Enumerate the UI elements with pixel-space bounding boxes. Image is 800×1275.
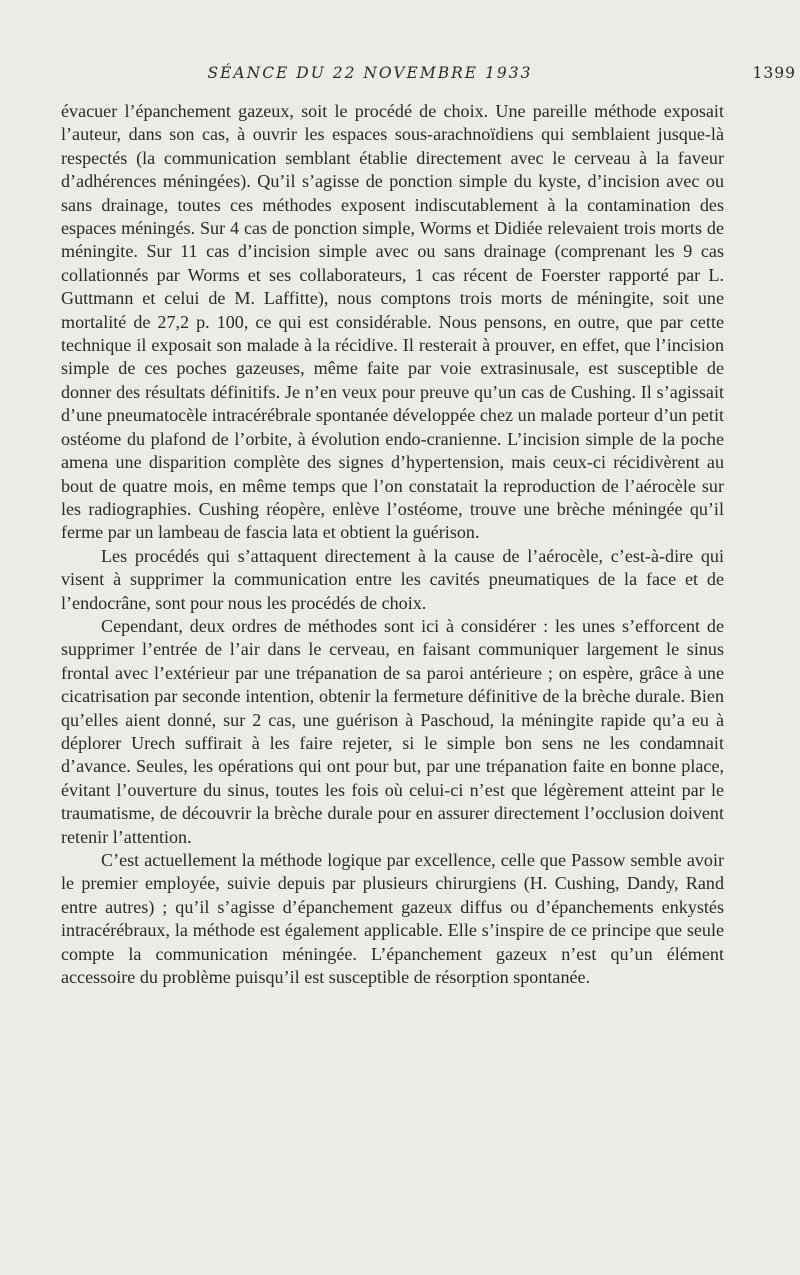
page-number: 1399 <box>752 64 796 82</box>
body-text <box>61 100 724 989</box>
paragraph: Les procédés qui s’attaquent directement à la cause de l’aérocèle, c’est-à-dire qui visent à supprimer la communication entre les cavités pneumatiques de la face et de l’endocrâne, sont pour nous les procédés de choix. <box>61 545 724 613</box>
paragraph-continuation: évacuer l’épanchement gazeux, soit le procédé de choix. Une pareille méthode exposait l’auteur, dans son cas, à ouvrir les espaces sous-arachnoïdiens qui semblaient jusque-là respectés (la communication semblant établie directement avec le cerveau à la faveur d’adhérences méningées). Qu’il s’agisse de ponction simple du kyste, d’incision avec ou sans drainage, toutes ces méthodes exposent indiscutablement à la contamination des espaces méningés. Sur 4 cas de ponction simple, Worms et Didiée relevaient trois morts de méningite. Sur 11 cas d’incision simple avec ou sans drainage (comprenant les 9 cas collationnés par Worms et ses collaborateurs, 1 cas récent de Foerster rapporté par L. Guttmann et celui de M. Laffitte), nous comptons trois morts de méningite, soit une mortalité de 27,2 p. 100, ce qui est considérable. Nous pensons, en outre, que par cette technique il exposait son malade à la récidive. Il resterait à prouver, en effet, que l’incision simple de ces poches gazeuses, même faite par voie extrasinusale, est susceptible de donner des résultats définitifs. Je n’en veux pour preuve qu’un cas de Cushing. Il s’agissait d’une pneumatocèle intracérébrale spontanée développée chez un malade porteur d’un petit ostéome du plafond de l’orbite, à évolution endo-cranienne. L’incision simple de la poche amena une disparition complète des signes d’hypertension, mais ceux-ci récidivèrent au bout de quatre mois, en même temps que l’on constatait la reproduction de l’aérocèle sur les radiographies. Cushing réopère, enlève l’ostéome, trouve une brèche méningée qu’il ferme par un lambeau de fascia lata et obtient la guérison. <box>61 101 724 543</box>
paragraph: Cependant, deux ordres de méthodes sont ici à considérer : les unes s’efforcent de supprimer l’entrée de l’air dans le cerveau, en faisant communiquer largement le sinus frontal avec l’extérieur par une trépanation de sa paroi antérieure ; on espère, grâce à une cicatrisation par seconde intention, obtenir la fermeture définitive de la brèche durale. Bien qu’elles aient donné, sur 2 cas, une guérison à Paschoud, la méningite rapide qu’a eu à déplorer Urech suffirait à les faire rejeter, si le simple bon sens ne les condamnait d’avance. Seules, les opérations qui ont pour but, par une trépanation faite en bonne place, évitant l’ouverture du sinus, toutes les fois où celui-ci n’est que légèrement atteint par le traumatisme, de découvrir la brèche durale pour en assurer directement l’occlusion doivent retenir l’attention. <box>61 615 724 847</box>
running-header <box>60 62 796 86</box>
running-title: SÉANCE DU 22 NOVEMBRE 1933 <box>207 64 533 82</box>
paragraph: C’est actuellement la méthode logique par excellence, celle que Passow semble avoir le premier employée, suivie depuis par plusieurs chirurgiens (H. Cushing, Dandy, Rand entre autres) ; qu’il s’agisse d’épanchement gazeux diffus ou d’épanchements enkystés intracérébraux, la méthode est également applicable. Elle s’inspire de ce principe que seule compte la communication méningée. L’épanchement gazeux n’est qu’un élément accessoire du problème puisqu’il est susceptible de résorption spontanée. <box>61 850 724 988</box>
